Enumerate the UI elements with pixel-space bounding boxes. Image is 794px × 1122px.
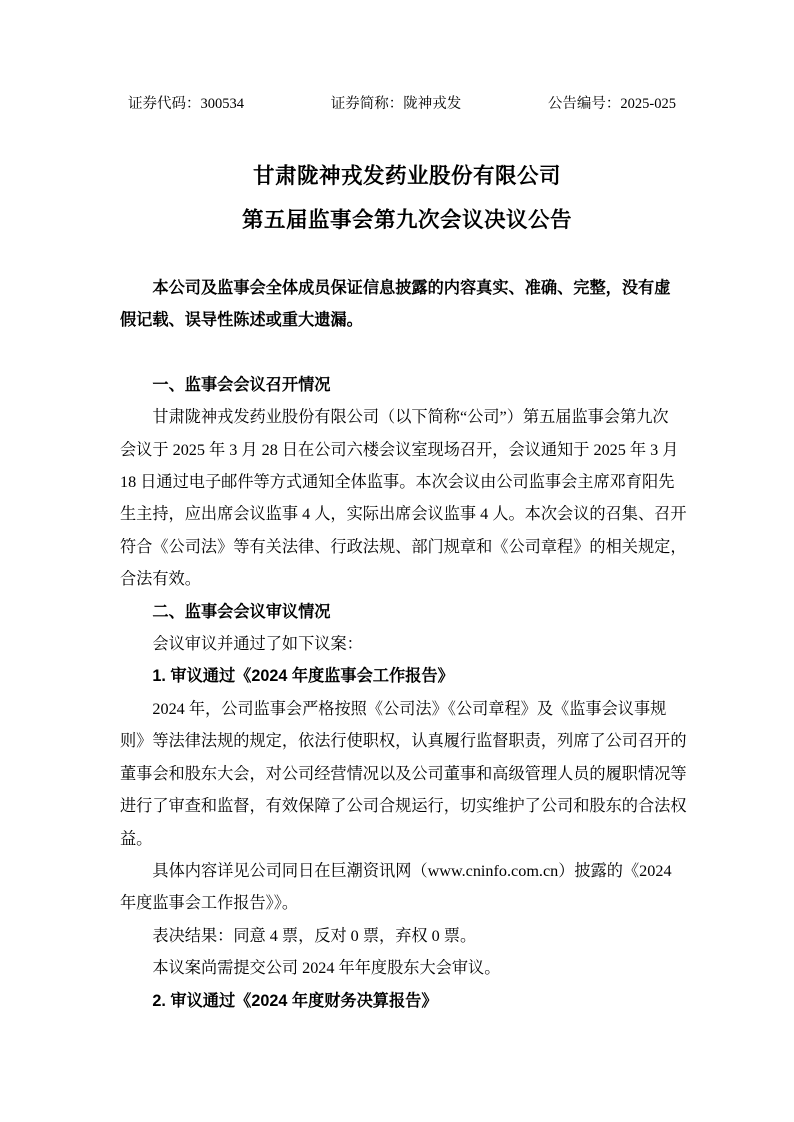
- text-line: 进行了审查和监督，有效保障了公司合规运行，切实维护了公司和股东的合法权: [120, 797, 687, 816]
- item-2-title: 2. 审议通过《2024 年度财务决算报告》: [152, 991, 438, 1010]
- text-line: 会议于 2025 年 3 月 28 日在公司六楼会议室现场召开，会议通知于 2025 年 3 月: [120, 440, 679, 459]
- text-line: 益。: [120, 829, 153, 848]
- text-line: 董事会和股东大会，对公司经营情况以及公司董事和高级管理人员的履职情况等: [120, 764, 687, 783]
- text-line: 生主持，应出席会议监事 4 人，实际出席会议监事 4 人。本次会议的召集、召开: [120, 505, 687, 524]
- stock-code: 证券代码：300534: [128, 96, 244, 112]
- announcement-number: 公告编号：2025-025: [547, 96, 676, 112]
- item-1-submission-note: 本议案尚需提交公司 2024 年年度股东大会审议。: [152, 959, 501, 978]
- text-line: 甘肃陇神戎发药业股份有限公司（以下简称“公司”）第五届监事会第九次: [152, 408, 669, 427]
- text-line: 具体内容详见公司同日在巨潮资讯网（www.cninfo.com.cn）披露的《2024: [152, 861, 672, 880]
- text-line: 则》等法律法规的规定，依法行使职权，认真履行监督职责，列席了公司召开的: [120, 732, 687, 751]
- title-block: [120, 154, 694, 242]
- section-2-heading: 二、监事会会议审议情况: [152, 602, 331, 621]
- disclaimer-statement: [120, 272, 694, 337]
- section-1-heading: 一、监事会会议召开情况: [152, 375, 331, 394]
- text-line: 合法有效。: [120, 570, 201, 589]
- text-line: 2024 年，公司监事会严格按照《公司法》《公司章程》及《监事会议事规: [152, 699, 667, 718]
- text-line: 假记载、误导性陈述或重大遗漏。: [120, 311, 363, 330]
- text-line: 本公司及监事会全体成员保证信息披露的内容真实、准确、完整，没有虚: [152, 279, 671, 297]
- item-1-paragraph: [120, 693, 694, 855]
- document-header: [120, 94, 694, 114]
- stock-name: 证券简称：陇神戎发: [330, 96, 462, 112]
- item-1-vote-result: 表决结果：同意 4 票，反对 0 票，弃权 0 票。: [152, 926, 477, 945]
- text-line: 18 日通过电子邮件等方式通知全体监事。本次会议由公司监事会主席邓育阳先: [120, 473, 675, 492]
- text-line: 符合《公司法》等有关法律、行政法规、部门规章和《公司章程》的相关规定，: [120, 537, 687, 556]
- section-1-paragraph: [120, 401, 694, 595]
- item-1-disclosure-note: [120, 855, 694, 920]
- company-name-title: 甘肃陇神戎发药业股份有限公司: [252, 164, 561, 188]
- announcement-title: 第五届监事会第九次会议决议公告: [241, 208, 572, 232]
- item-1-title: 1. 审议通过《2024 年度监事会工作报告》: [152, 667, 454, 686]
- resolutions-intro: 会议审议并通过了如下议案：: [152, 635, 363, 654]
- text-line: 年度监事会工作报告》》。: [120, 894, 299, 913]
